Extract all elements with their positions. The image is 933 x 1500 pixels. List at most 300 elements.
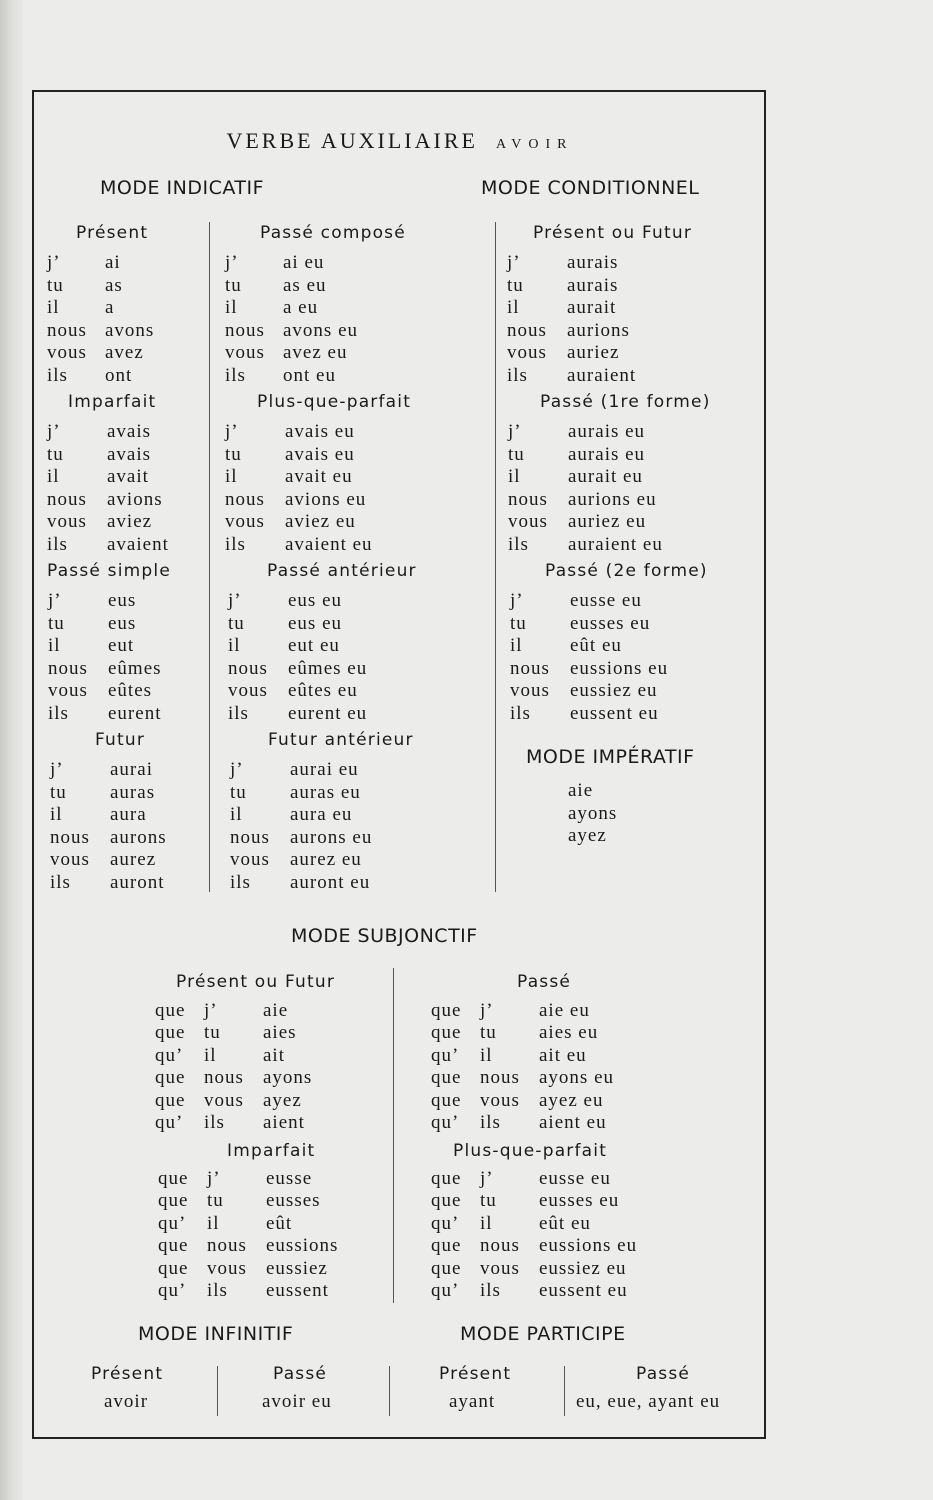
- conj-row: [225, 275, 485, 298]
- verb-form: ayez: [263, 1089, 302, 1111]
- pronoun: nous: [480, 1235, 520, 1257]
- conj-row: [228, 590, 488, 613]
- conj-row: [155, 1112, 385, 1134]
- conj-row: [508, 534, 758, 557]
- conj-row: [510, 635, 760, 658]
- pronoun: nous: [508, 488, 548, 510]
- pronoun: j’: [230, 759, 244, 780]
- tense-heading: Passé (2e forme): [545, 561, 708, 581]
- conj-row: [431, 1112, 731, 1134]
- conj-row: [225, 297, 485, 320]
- conjugation-block: [510, 590, 760, 726]
- column-divider: [389, 1366, 390, 1416]
- pronoun: ils: [204, 1111, 225, 1133]
- verb-form: as: [105, 274, 123, 296]
- infinitif-present: avoir: [104, 1391, 149, 1412]
- pronoun: nous: [510, 657, 550, 679]
- que: que: [431, 1257, 462, 1279]
- verb-form: eus: [108, 612, 137, 634]
- pronoun: il: [47, 466, 60, 488]
- verb-form: eûtes eu: [288, 680, 358, 702]
- pronoun: vous: [480, 1089, 520, 1111]
- verb-form: aurais: [567, 274, 619, 296]
- conj-row: aie: [568, 780, 594, 801]
- conj-row: [431, 1067, 731, 1089]
- pronoun: nous: [230, 826, 270, 848]
- conjugation-block: [225, 252, 485, 388]
- verb-form: aurais eu: [568, 421, 646, 442]
- participe-present-label: Présent: [439, 1364, 512, 1384]
- verb-form: aurions eu: [568, 488, 657, 510]
- conj-row: [431, 1258, 731, 1280]
- conj-row: [431, 1090, 731, 1112]
- tense-heading: Présent: [76, 223, 149, 243]
- conj-row: [50, 782, 205, 805]
- conj-row: [510, 590, 760, 613]
- pronoun: nous: [48, 657, 88, 679]
- conj-row: [47, 342, 202, 365]
- verb-form: aurez: [110, 849, 157, 871]
- conj-row: [50, 804, 205, 827]
- participe-present: ayant: [449, 1391, 496, 1412]
- pronoun: j’: [47, 421, 61, 442]
- conjugation-block: [508, 421, 758, 557]
- verb-form: eurent eu: [288, 702, 368, 724]
- verb-form: a eu: [283, 297, 319, 319]
- tense-heading: Passé composé: [260, 223, 406, 243]
- verb-form: avaient eu: [285, 533, 373, 555]
- pronoun: vous: [204, 1089, 244, 1111]
- conj-row: [507, 275, 757, 298]
- infinitif-present-label: Présent: [91, 1364, 164, 1384]
- verb-form: auraient: [567, 364, 637, 386]
- conditionnel-heading: MODE CONDITIONNEL: [481, 177, 700, 199]
- verb-form: aurai: [110, 759, 153, 780]
- conj-row: [230, 849, 490, 872]
- verb-form: auriez eu: [568, 511, 647, 533]
- pronoun: ils: [507, 364, 528, 386]
- conj-row: [158, 1280, 388, 1302]
- tense-heading: Imparfait: [68, 392, 157, 412]
- verb-form: eussiez: [266, 1257, 328, 1279]
- verb-form: aies: [263, 1022, 297, 1044]
- pronoun: tu: [508, 443, 525, 465]
- conj-row: [48, 590, 203, 613]
- conj-row: [431, 1168, 731, 1190]
- verb-form: aviez eu: [285, 511, 356, 533]
- tense-heading: Présent ou Futur: [176, 972, 336, 992]
- infinitif-heading: MODE INFINITIF: [138, 1323, 294, 1345]
- pronoun: vous: [225, 342, 265, 364]
- que: que: [155, 1022, 186, 1044]
- verb-form: as eu: [283, 274, 327, 296]
- verb-form: aurai eu: [290, 759, 359, 780]
- verb-form: eussent eu: [539, 1279, 628, 1301]
- pronoun: vous: [48, 680, 88, 702]
- pronoun: il: [207, 1212, 220, 1234]
- que: que: [431, 1067, 462, 1089]
- que: que: [155, 1000, 186, 1021]
- pronoun: j’: [204, 1000, 218, 1021]
- pronoun: j’: [225, 421, 239, 442]
- verb-form: eût eu: [570, 635, 622, 657]
- pronoun: tu: [48, 612, 65, 634]
- verb-form: aies eu: [539, 1022, 599, 1044]
- conjugation-block: [228, 590, 488, 726]
- verb-form: auriez: [567, 342, 620, 364]
- conj-row: [508, 489, 758, 512]
- pronoun: vous: [47, 342, 87, 364]
- tense-heading: Plus-que-parfait: [257, 392, 412, 412]
- verb-form: aie: [263, 1000, 289, 1021]
- verb-form: aura: [110, 804, 147, 826]
- conj-row: [47, 297, 202, 320]
- conj-row: [47, 365, 202, 388]
- conj-row: [155, 1000, 385, 1022]
- participe-passe-label: Passé: [636, 1364, 691, 1384]
- pronoun: il: [228, 635, 241, 657]
- verb-form: aie eu: [539, 1000, 590, 1021]
- verb-form: aurions: [567, 319, 630, 341]
- que: que: [155, 1089, 186, 1111]
- conj-row: [158, 1235, 388, 1257]
- pronoun: ils: [480, 1111, 501, 1133]
- verb-form: ont: [105, 364, 133, 386]
- verb-form: eus eu: [288, 612, 343, 634]
- conj-row: [47, 320, 202, 343]
- que: qu’: [431, 1044, 460, 1066]
- pronoun: j’: [47, 252, 61, 273]
- pronoun: ils: [207, 1279, 228, 1301]
- conj-row: [155, 1067, 385, 1089]
- pronoun: j’: [228, 590, 242, 611]
- verb-form: avais eu: [285, 443, 355, 465]
- pronoun: tu: [480, 1190, 497, 1212]
- page-title: [0, 128, 800, 154]
- verb-form: avait: [107, 466, 149, 488]
- pronoun: j’: [480, 1168, 494, 1189]
- verb-form: ai: [105, 252, 121, 273]
- que: que: [431, 1190, 462, 1212]
- conj-row: [228, 635, 488, 658]
- pronoun: il: [230, 804, 243, 826]
- pronoun: il: [47, 297, 60, 319]
- pronoun: j’: [507, 252, 521, 273]
- conj-row: [431, 1045, 731, 1067]
- pronoun: il: [48, 635, 61, 657]
- conj-row: [508, 511, 758, 534]
- que: qu’: [155, 1044, 184, 1066]
- column-divider: [209, 222, 210, 892]
- pronoun: j’: [480, 1000, 494, 1021]
- conj-row: [158, 1258, 388, 1280]
- conj-row: [431, 1190, 731, 1212]
- pronoun: ils: [50, 871, 71, 893]
- conj-row: [47, 466, 202, 489]
- conj-row: [230, 782, 490, 805]
- infinitif-passe-label: Passé: [273, 1364, 328, 1384]
- pronoun: il: [480, 1044, 493, 1066]
- conj-row: [50, 872, 205, 895]
- conj-row: [228, 658, 488, 681]
- pronoun: vous: [50, 849, 90, 871]
- conj-row: [48, 680, 203, 703]
- conj-row: [155, 1022, 385, 1044]
- conj-row: [508, 421, 758, 444]
- pronoun: il: [225, 466, 238, 488]
- conj-row: [230, 827, 490, 850]
- pronoun: nous: [50, 826, 90, 848]
- conj-row: [225, 252, 485, 275]
- tense-heading: Passé (1re forme): [540, 392, 711, 412]
- pronoun: nous: [225, 488, 265, 510]
- conj-row: [510, 613, 760, 636]
- pronoun: ils: [228, 702, 249, 724]
- conj-row: [225, 489, 485, 512]
- que: qu’: [158, 1212, 187, 1234]
- title-main: VERBE AUXILIAIRE: [226, 128, 478, 153]
- pronoun: vous: [507, 342, 547, 364]
- conjugation-block: [431, 1000, 731, 1134]
- verb-form: aurais: [567, 252, 619, 273]
- conj-row: [510, 703, 760, 726]
- page-gutter: [0, 0, 22, 1500]
- conj-row: [431, 1280, 731, 1302]
- pronoun: tu: [480, 1022, 497, 1044]
- verb-form: ont eu: [283, 364, 336, 386]
- conj-row: [225, 421, 485, 444]
- conjugation-block: [48, 590, 203, 726]
- verb-form: eusses eu: [539, 1190, 620, 1212]
- conj-row: [48, 658, 203, 681]
- conj-row: [47, 421, 202, 444]
- verb-form: eussent: [266, 1279, 329, 1301]
- pronoun: tu: [510, 612, 527, 634]
- verb-form: ait: [263, 1044, 285, 1066]
- conj-row: [225, 511, 485, 534]
- conj-row: ayons: [568, 802, 618, 824]
- conj-row: [47, 534, 202, 557]
- tense-heading: Futur antérieur: [268, 730, 414, 750]
- verb-form: eusse eu: [539, 1168, 611, 1189]
- verb-form: eussiez eu: [570, 680, 658, 702]
- verb-form: avions eu: [285, 488, 367, 510]
- verb-form: aurez eu: [290, 849, 362, 871]
- verb-form: eût: [266, 1212, 293, 1234]
- conj-row: [50, 849, 205, 872]
- conj-row: [48, 613, 203, 636]
- conj-row: [158, 1213, 388, 1235]
- tense-heading: Passé antérieur: [267, 561, 417, 581]
- conj-row: [230, 872, 490, 895]
- conj-row: [158, 1190, 388, 1212]
- pronoun: vous: [508, 511, 548, 533]
- verb-form: auras: [110, 781, 156, 803]
- pronoun: tu: [204, 1022, 221, 1044]
- que: qu’: [431, 1111, 460, 1133]
- title-verb: AVOIR: [495, 137, 574, 152]
- verb-form: eusse eu: [570, 590, 642, 611]
- verb-form: eussent eu: [570, 702, 659, 724]
- tense-heading: Passé simple: [47, 561, 171, 581]
- que: que: [155, 1067, 186, 1089]
- conjugation-block: [431, 1168, 731, 1302]
- pronoun: vous: [228, 680, 268, 702]
- pronoun: vous: [230, 849, 270, 871]
- conj-row: [225, 466, 485, 489]
- verb-form: avions: [107, 488, 163, 510]
- pronoun: vous: [225, 511, 265, 533]
- pronoun: vous: [480, 1257, 520, 1279]
- conj-row: [155, 1090, 385, 1112]
- pronoun: il: [225, 297, 238, 319]
- subjonctif-heading: MODE SUBJONCTIF: [291, 925, 478, 947]
- pronoun: ils: [47, 533, 68, 555]
- conj-row: [508, 466, 758, 489]
- pronoun: il: [50, 804, 63, 826]
- pronoun: vous: [207, 1257, 247, 1279]
- conj-row: [47, 511, 202, 534]
- conj-row: [155, 1045, 385, 1067]
- pronoun: nous: [207, 1235, 247, 1257]
- que: que: [158, 1235, 189, 1257]
- conj-row: [507, 320, 757, 343]
- verb-form: avait eu: [285, 466, 353, 488]
- verb-form: aurais eu: [568, 443, 646, 465]
- pronoun: ils: [508, 533, 529, 555]
- conj-row: [47, 444, 202, 467]
- verb-form: aurait: [567, 297, 617, 319]
- conj-row: [225, 534, 485, 557]
- pronoun: nous: [47, 488, 87, 510]
- conj-row: [48, 703, 203, 726]
- verb-form: ayez eu: [539, 1089, 604, 1111]
- conj-row: [431, 1022, 731, 1044]
- que: que: [431, 1089, 462, 1111]
- conj-row: [225, 320, 485, 343]
- pronoun: tu: [230, 781, 247, 803]
- verb-form: eut eu: [288, 635, 340, 657]
- pronoun: il: [480, 1212, 493, 1234]
- verb-form: avez: [105, 342, 144, 364]
- pronoun: nous: [225, 319, 265, 341]
- conjugation-block: [155, 1000, 385, 1134]
- que: qu’: [155, 1111, 184, 1133]
- conj-row: [228, 680, 488, 703]
- pronoun: tu: [225, 443, 242, 465]
- conjugation-block: [230, 759, 490, 895]
- conj-row: [431, 1235, 731, 1257]
- verb-form: a: [105, 297, 115, 319]
- conj-row: [50, 827, 205, 850]
- verb-form: aient eu: [539, 1111, 607, 1133]
- verb-form: eûmes: [108, 657, 162, 679]
- conj-row: [47, 489, 202, 512]
- pronoun: ils: [47, 364, 68, 386]
- tense-heading: Imparfait: [227, 1141, 316, 1161]
- verb-form: aura eu: [290, 804, 353, 826]
- conjugation-block: [225, 421, 485, 557]
- que: qu’: [431, 1212, 460, 1234]
- pronoun: il: [510, 635, 523, 657]
- verb-form: avais: [107, 443, 152, 465]
- verb-form: eussions eu: [539, 1235, 638, 1257]
- conj-row: [225, 365, 485, 388]
- que: que: [158, 1168, 189, 1189]
- tense-heading: Passé: [517, 972, 572, 992]
- verb-form: avais eu: [285, 421, 355, 442]
- pronoun: j’: [48, 590, 62, 611]
- pronoun: tu: [47, 274, 64, 296]
- verb-form: eusses: [266, 1190, 321, 1212]
- pronoun: ils: [230, 871, 251, 893]
- conjugation-block: [47, 252, 202, 388]
- pronoun: ils: [48, 702, 69, 724]
- verb-form: eûtes: [108, 680, 153, 702]
- verb-form: auront eu: [290, 871, 371, 893]
- verb-form: eussiez eu: [539, 1257, 627, 1279]
- conj-row: [50, 759, 205, 782]
- verb-form: auront: [110, 871, 165, 893]
- conj-row: [510, 680, 760, 703]
- que: que: [158, 1190, 189, 1212]
- pronoun: tu: [507, 274, 524, 296]
- verb-form: avons eu: [283, 319, 359, 341]
- column-divider: [217, 1366, 218, 1416]
- que: que: [158, 1257, 189, 1279]
- tense-heading: Plus-que-parfait: [453, 1141, 608, 1161]
- conj-row: [225, 342, 485, 365]
- conj-row: [507, 342, 757, 365]
- verb-form: aurons eu: [290, 826, 373, 848]
- participe-heading: MODE PARTICIPE: [460, 1323, 626, 1345]
- que: que: [431, 1000, 462, 1021]
- conj-row: [228, 613, 488, 636]
- column-divider: [393, 968, 394, 1303]
- pronoun: nous: [204, 1067, 244, 1089]
- column-divider: [564, 1366, 565, 1416]
- pronoun: ils: [225, 364, 246, 386]
- verb-form: eut: [108, 635, 135, 657]
- que: que: [431, 1168, 462, 1189]
- que: qu’: [158, 1279, 187, 1301]
- conj-row: [47, 275, 202, 298]
- conj-row: [47, 252, 202, 275]
- conjugation-block: [158, 1168, 388, 1302]
- pronoun: vous: [47, 511, 87, 533]
- pronoun: j’: [225, 252, 239, 273]
- imperatif-heading: MODE IMPÉRATIF: [526, 746, 695, 768]
- verb-form: eusses eu: [570, 612, 651, 634]
- conj-row: [510, 658, 760, 681]
- verb-form: eûmes eu: [288, 657, 368, 679]
- conj-row: [431, 1000, 731, 1022]
- conjugation-block: [50, 759, 205, 895]
- conjugation-block: [507, 252, 757, 388]
- verb-form: avais: [107, 421, 152, 442]
- verb-form: ayons: [263, 1067, 313, 1089]
- pronoun: j’: [508, 421, 522, 442]
- pronoun: il: [204, 1044, 217, 1066]
- pronoun: nous: [228, 657, 268, 679]
- indicatif-heading: MODE INDICATIF: [100, 177, 265, 199]
- pronoun: ils: [480, 1279, 501, 1301]
- conj-row: [431, 1213, 731, 1235]
- pronoun: ils: [510, 702, 531, 724]
- pronoun: j’: [207, 1168, 221, 1189]
- verb-form: eus: [108, 590, 137, 611]
- pronoun: nous: [480, 1067, 520, 1089]
